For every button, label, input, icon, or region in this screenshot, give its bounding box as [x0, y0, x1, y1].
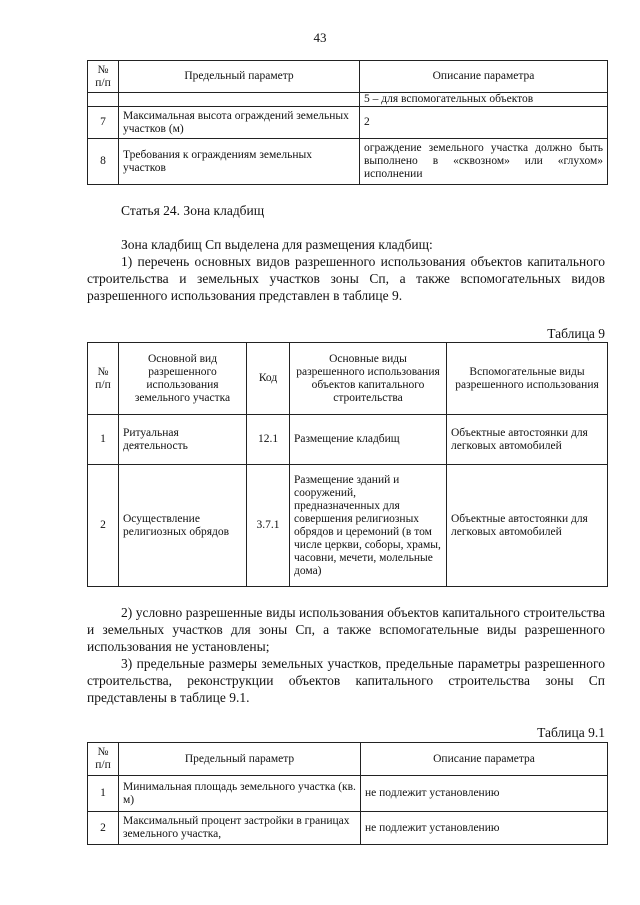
table-9: [87, 342, 608, 587]
table-cell: 3.7.1: [247, 465, 290, 587]
after-text: [87, 604, 605, 706]
intro-text: [87, 236, 605, 304]
table-row: [88, 415, 608, 465]
table-cell: 2: [88, 465, 119, 587]
col-header-aux: Вспомогательные виды разрешенного использования: [447, 343, 608, 415]
table-cell: 5 – для вспомогательных объектов: [360, 93, 608, 107]
table-top: [87, 60, 608, 185]
table-cell: Максимальный процент застройки в границах земельного участка,: [119, 812, 361, 845]
table-cell: 1: [88, 776, 119, 812]
table-caption: Таблица 9.1: [537, 725, 605, 740]
table-row: [88, 465, 608, 587]
table-cell: 2: [88, 812, 119, 845]
col-header-desc: Описание параметра: [361, 743, 608, 776]
table-cell: Минимальная площадь земельного участка (кв. м): [119, 776, 361, 812]
paragraph: 2) условно разрешенные виды использования объектов капитального строительства и земельных участков для зоны Сп, а также вспомогательные виды разрешенного использования не установлены;: [87, 605, 605, 654]
page-number: 43: [313, 30, 327, 45]
table-cell: Ритуальная деятельность: [119, 415, 247, 465]
table-cell: Максимальная высота ограждений земельных участков (м): [119, 107, 360, 139]
table-cell: 12.1: [247, 415, 290, 465]
table-cell: ограждение земельного участка должно быть выполнено в «сквозном» или «глухом» исполнении: [360, 139, 608, 185]
table-cell: 7: [88, 107, 119, 139]
col-header-num: № п/п: [88, 343, 119, 415]
table-cell: не подлежит установлению: [361, 812, 608, 845]
table-cell: 2: [360, 107, 608, 139]
table-cell: Размещение кладбищ: [290, 415, 447, 465]
table-cell: Объектные автостоянки для легковых автомобилей: [447, 415, 608, 465]
col-header-code: Код: [247, 343, 290, 415]
paragraph: Зона кладбищ Сп выделена для размещения кладбищ:: [121, 237, 433, 252]
table-row: [88, 776, 608, 812]
paragraph: 3) предельные размеры земельных участков, предельные параметры разрешенного строительства, реконструкции объектов капитального строительства зоны Сп представлены в таблице 9.1.: [87, 656, 605, 705]
table-cell: Размещение зданий и сооружений, предназначенных для совершения религиозных обрядов и церемоний (в том числе церкви, соборы, храмы, часовни, мечети, молельные дома): [290, 465, 447, 587]
col-header-num: № п/п: [88, 61, 119, 93]
table-9-1: [87, 742, 608, 845]
table-cell: 8: [88, 139, 119, 185]
table-cell: Объектные автостоянки для легковых автомобилей: [447, 465, 608, 587]
col-header-param: Предельный параметр: [119, 743, 361, 776]
table-cell: не подлежит установлению: [361, 776, 608, 812]
col-header-kind: Основной вид разрешенного использования земельного участка: [119, 343, 247, 415]
table-row: [88, 812, 608, 845]
col-header-param: Предельный параметр: [119, 61, 360, 93]
table-cell: Осуществление религиозных обрядов: [119, 465, 247, 587]
table-row: [88, 139, 608, 185]
table-caption: Таблица 9: [547, 326, 605, 341]
col-header-num: № п/п: [88, 743, 119, 776]
col-header-desc: Описание параметра: [360, 61, 608, 93]
table-cell: 1: [88, 415, 119, 465]
table-cell: Требования к ограждениям земельных участков: [119, 139, 360, 185]
col-header-main: Основные виды разрешенного использования объектов капитального строительства: [290, 343, 447, 415]
article-title: Статья 24. Зона кладбищ: [121, 203, 265, 218]
table-row: [88, 107, 608, 139]
paragraph: 1) перечень основных видов разрешенного использования объектов капитального строительства и земельных участков зоны Сп, а также вспомогательных видов разрешенного использования представлен в таблице 9.: [87, 254, 605, 303]
